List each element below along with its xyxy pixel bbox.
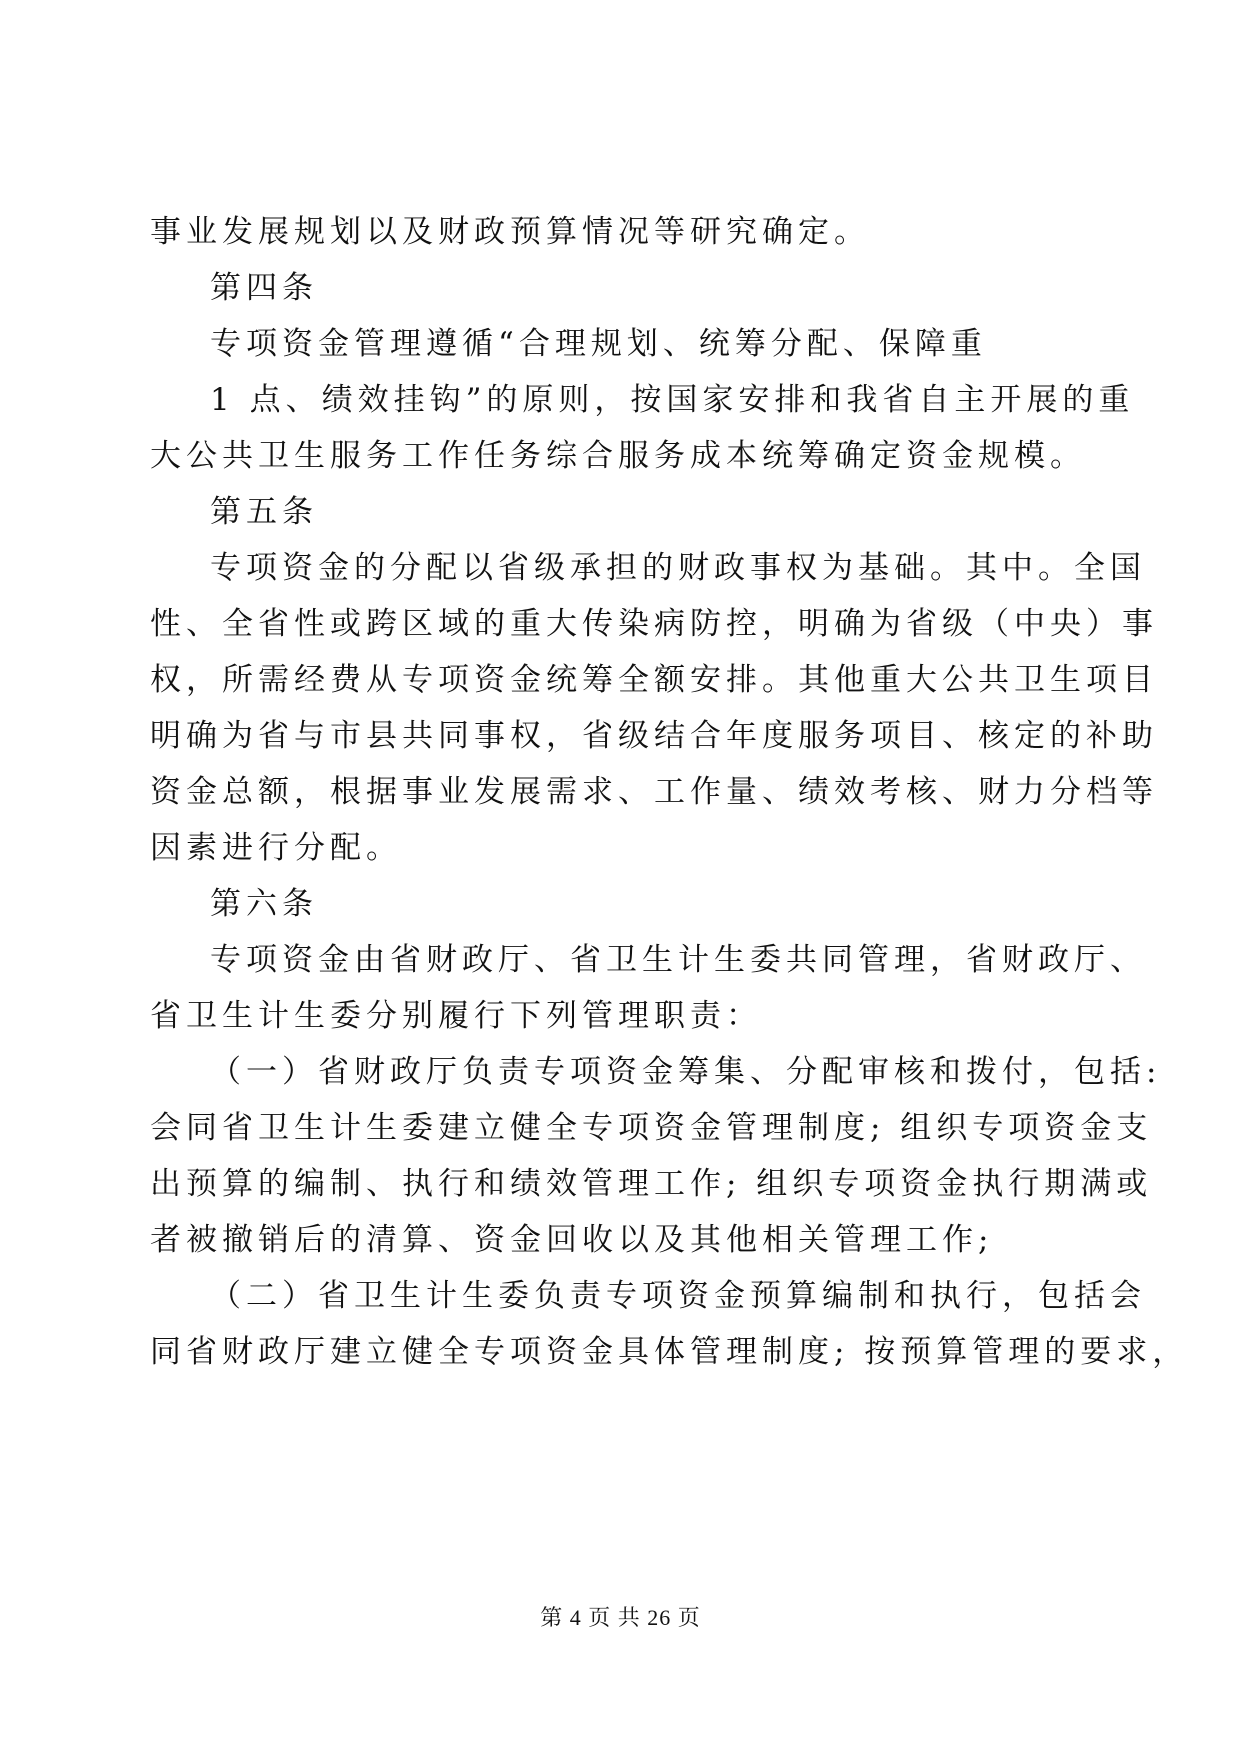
article-heading-6: 第六条: [210, 886, 318, 922]
body-line-3: 专项资金管理遵循“合理规划、统筹分配、保障重: [210, 326, 987, 362]
body-line-10: 明确为省与市县共同事权，省级结合年度服务项目、核定的补助: [150, 718, 1158, 754]
body-line-21: 同省财政厅建立健全专项资金具体管理制度; 按预算管理的要求，: [150, 1334, 1189, 1370]
body-line-4: 1 点、绩效挂钩”的原则，按国家安排和我省自主开展的重: [210, 382, 1135, 418]
body-line-8: 性、全省性或跨区域的重大传染病防控，明确为省级（中央）事: [150, 606, 1158, 642]
body-line-12: 因素进行分配。: [150, 830, 402, 866]
article-heading-4: 第四条: [210, 270, 318, 306]
list-item-1: （一）省财政厅负责专项资金筹集、分配审核和拨付，包括:: [210, 1054, 1162, 1090]
article-heading-5: 第五条: [210, 494, 318, 530]
body-line-15: 省卫生计生委分别履行下列管理职责：: [150, 998, 762, 1034]
body-line-9: 权，所需经费从专项资金统筹全额安排。其他重大公共卫生项目: [150, 662, 1158, 698]
list-item-2: （二）省卫生计生委负责专项资金预算编制和执行，包括会: [210, 1278, 1146, 1314]
body-line-14: 专项资金由省财政厅、省卫生计生委共同管理，省财政厅、: [210, 942, 1146, 978]
body-line-18: 出预算的编制、执行和绩效管理工作; 组织专项资金执行期满或: [150, 1166, 1153, 1202]
body-line-11: 资金总额，根据事业发展需求、工作量、绩效考核、财力分档等: [150, 774, 1158, 810]
body-line-17: 会同省卫生计生委建立健全专项资金管理制度; 组织专项资金支: [150, 1110, 1153, 1146]
body-line-19: 者被撤销后的清算、资金回收以及其他相关管理工作;: [150, 1222, 994, 1258]
body-line-5: 大公共卫生服务工作任务综合服务成本统筹确定资金规模。: [150, 438, 1086, 474]
body-line-1: 事业发展规划以及财政预算情况等研究确定。: [150, 214, 870, 250]
page-footer: 第 4 页 共 26 页: [540, 1605, 701, 1630]
body-line-7: 专项资金的分配以省级承担的财政事权为基础。其中。全国: [210, 550, 1146, 586]
